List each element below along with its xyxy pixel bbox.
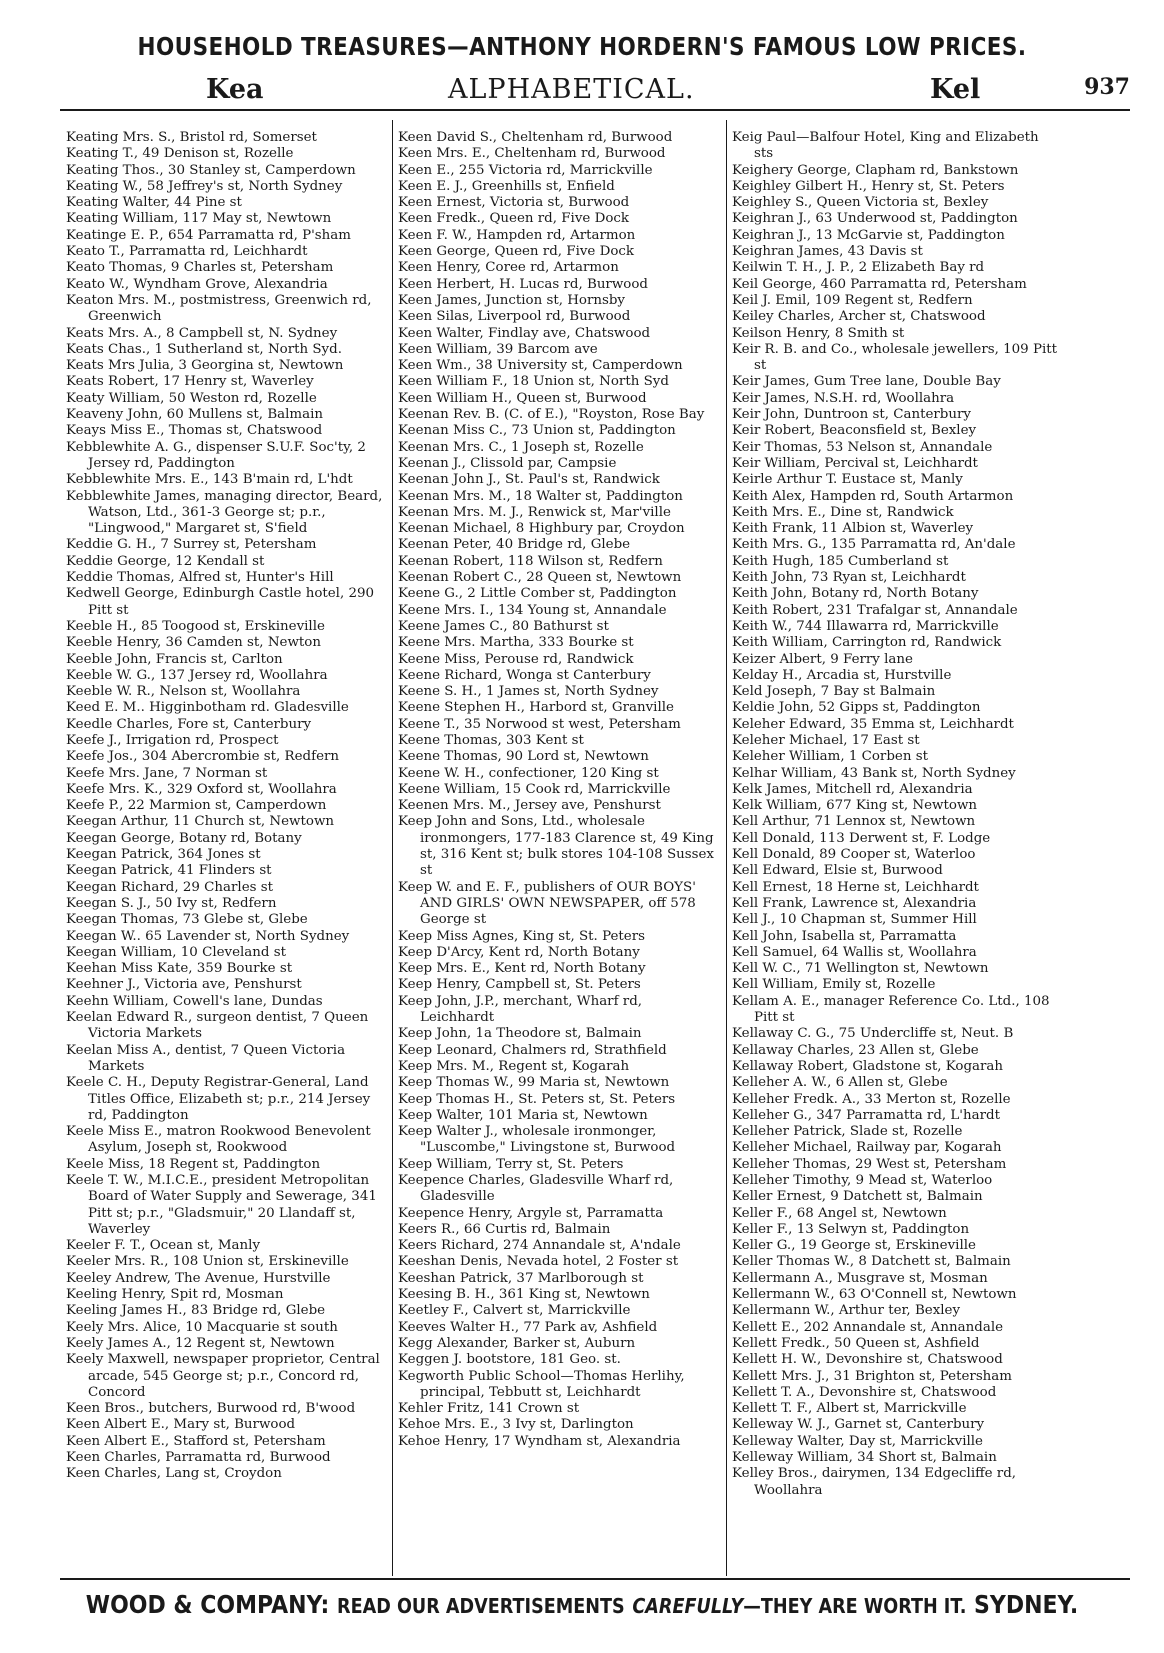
directory-entry: Kell William, Emily st, Rozelle bbox=[732, 977, 936, 993]
directory-entry: Kell W. C., 71 Wellington st, Newtown bbox=[732, 961, 989, 977]
directory-entry: Kelk James, Mitchell rd, Alexandria bbox=[732, 781, 973, 797]
directory-entry: Keep John, J.P., merchant, Wharf rd, Leichhardt bbox=[398, 993, 643, 1026]
directory-entry: Keegan Patrick, 41 Flinders st bbox=[66, 863, 272, 879]
directory-entry: Keir William, Percival st, Leichhardt bbox=[732, 455, 978, 471]
directory-entry: Keith John, 73 Ryan st, Leichhardt bbox=[732, 570, 966, 586]
directory-entry: Keddie Thomas, Alfred st, Hunter's Hill bbox=[66, 570, 334, 586]
directory-entry: Keenan Mrs. M., 18 Walter st, Paddington bbox=[398, 488, 683, 504]
directory-entry: Keegan William, 10 Cleveland st bbox=[66, 944, 286, 960]
directory-entry: Kelk William, 677 King st, Newtown bbox=[732, 798, 978, 814]
banner-company: WOOD & COMPANY: bbox=[85, 1590, 330, 1619]
directory-entry: Keele Miss E., matron Rookwood Benevolent Asylum, Joseph st, Rookwood bbox=[66, 1124, 371, 1156]
directory-entry: Keen William H., Queen st, Burwood bbox=[398, 390, 647, 406]
directory-entry: Keegan Patrick, 364 Jones st bbox=[66, 847, 261, 863]
directory-entry: Keeley Andrew, The Avenue, Hurstville bbox=[66, 1270, 331, 1286]
directory-entry: Keefe Jos., 304 Abercrombie st, Redfern bbox=[66, 749, 340, 765]
directory-entry: Keating Mrs. S., Bristol rd, Somerset bbox=[66, 130, 317, 145]
directory-entry: Keen Silas, Liverpool rd, Burwood bbox=[398, 309, 631, 325]
directory-entry: Keegan Richard, 29 Charles st bbox=[66, 879, 274, 895]
directory-entry: Keely James A., 12 Regent st, Newtown bbox=[66, 1335, 335, 1351]
header-rule bbox=[60, 109, 1130, 111]
directory-entry: Kellett T. F., Albert st, Marrickville bbox=[732, 1401, 967, 1417]
header-right-guide-word: Kel bbox=[930, 74, 981, 105]
directory-entry: Keers R., 66 Curtis rd, Balmain bbox=[398, 1221, 611, 1237]
directory-entry: Keir Thomas, 53 Nelson st, Annandale bbox=[732, 439, 993, 455]
directory-entry: Kellett T. A., Devonshire st, Chatswood bbox=[732, 1384, 997, 1400]
banner-text-emphasis: CAREFULLY bbox=[632, 1594, 744, 1618]
directory-entry: Kelleher Thomas, 29 West st, Petersham bbox=[732, 1156, 1007, 1172]
directory-entry: Keen Herbert, H. Lucas rd, Burwood bbox=[398, 276, 648, 292]
directory-entry: Keele T. W., M.I.C.E., president Metropolitan Board of Water Supply and Sewerage, 341 Pitt st; p.r., "Gladsmuir," 20 Llandaff st, Waverley bbox=[66, 1173, 377, 1237]
directory-entry: Keith Mrs. E., Dine st, Randwick bbox=[732, 504, 954, 520]
directory-entry: Keenan Rev. B. (C. of E.), "Royston, Rose Bay bbox=[398, 407, 705, 423]
directory-entry: Keizer Albert, 9 Ferry lane bbox=[732, 651, 913, 667]
directory-entry: Kell Donald, 113 Derwent st, F. Lodge bbox=[732, 830, 991, 846]
directory-entry: Keers Richard, 274 Annandale st, A'ndale bbox=[398, 1238, 681, 1254]
directory-entry: Keeble John, Francis st, Carlton bbox=[66, 651, 283, 667]
directory-entry: Keenan Peter, 40 Bridge rd, Glebe bbox=[398, 537, 631, 553]
directory-entry: Keen Albert E., Mary st, Burwood bbox=[66, 1417, 296, 1433]
directory-entry: Keene Richard, Wonga st Canterbury bbox=[398, 667, 651, 683]
directory-entry: Kelleher Timothy, 9 Mead st, Waterloo bbox=[732, 1173, 993, 1188]
directory-entry: Keegan George, Botany rd, Botany bbox=[66, 830, 302, 846]
directory-entry: Keen George, Queen rd, Five Dock bbox=[398, 244, 635, 260]
directory-entry: Keir John, Duntroon st, Canterbury bbox=[732, 407, 971, 423]
directory-entry: Keenen Mrs. M., Jersey ave, Penshurst bbox=[398, 798, 661, 814]
directory-entry: Keen Fredk., Queen rd, Five Dock bbox=[398, 211, 629, 227]
directory-entry: Keely Maxwell, newspaper proprietor, Central arcade, 545 George st; p.r., Concord rd, Concord bbox=[66, 1352, 380, 1400]
directory-entry: Kellermann W., Arthur ter, Bexley bbox=[732, 1303, 961, 1319]
directory-entry: Keenan J., Clissold par, Campsie bbox=[398, 455, 617, 471]
directory-entry: Keir R. B. and Co., wholesale jewellers, 109 Pitt st bbox=[732, 341, 1058, 374]
directory-entry: Keen Henry, Coree rd, Artarmon bbox=[398, 260, 619, 276]
directory-entry: Keep John and Sons, Ltd., wholesale ironmongers, 177-183 Clarence st, 49 King st, 316 Kent st; bulk stores 104-108 Sussex st bbox=[398, 814, 714, 879]
directory-entry: Keith William, Carrington rd, Randwick bbox=[732, 635, 1002, 651]
directory-entry: Keefe J., Irrigation rd, Prospect bbox=[66, 732, 279, 748]
directory-entry: Keelan Edward R., surgeon dentist, 7 Queen Victoria Markets bbox=[66, 1010, 369, 1042]
directory-entry: Kellam A. E., manager Reference Co. Ltd., 108 Pitt st bbox=[732, 993, 1050, 1026]
directory-entry: Keldie John, 52 Gipps st, Paddington bbox=[732, 700, 981, 716]
directory-entry: Keays Miss E., Thomas st, Chatswood bbox=[66, 423, 323, 439]
directory-entry: Kedwell George, Edinburgh Castle hotel, 290 Pitt st bbox=[66, 586, 375, 618]
directory-entry: Keiley Charles, Archer st, Chatswood bbox=[732, 309, 986, 325]
directory-entry: Kelleher G., 347 Parramatta rd, L'hardt bbox=[732, 1107, 1000, 1123]
directory-entry: Keele Miss, 18 Regent st, Paddington bbox=[66, 1156, 321, 1172]
directory-entry: Keighran J., 63 Underwood st, Paddington bbox=[732, 211, 1018, 227]
directory-entry: Keeling Henry, Spit rd, Mosman bbox=[66, 1287, 284, 1303]
directory-entry: Keil George, 460 Parramatta rd, Petersham bbox=[732, 276, 1027, 292]
directory-entry: Keig Paul—Balfour Hotel, King and Elizabeth sts bbox=[732, 130, 1039, 162]
directory-entry: Kellett Fredk., 50 Queen st, Ashfield bbox=[732, 1335, 980, 1351]
directory-entry: Keighley S., Queen Victoria st, Bexley bbox=[732, 195, 989, 211]
directory-entry: Kellett H. W., Devonshire st, Chatswood bbox=[732, 1352, 1003, 1368]
directory-entry: Keleher Edward, 35 Emma st, Leichhardt bbox=[732, 716, 1014, 732]
directory-entry: Keep Mrs. M., Regent st, Kogarah bbox=[398, 1058, 630, 1074]
directory-entry: Keene William, 15 Cook rd, Marrickville bbox=[398, 781, 671, 797]
directory-entry: Keir James, N.S.H. rd, Woollahra bbox=[732, 390, 955, 406]
directory-entry: Keller Thomas W., 8 Datchett st, Balmain bbox=[732, 1254, 1011, 1270]
directory-entry: Kelleher A. W., 6 Allen st, Glebe bbox=[732, 1075, 948, 1091]
directory-entry: Keen William F., 18 Union st, North Syd bbox=[398, 374, 669, 390]
banner-text-2: —THEY ARE WORTH IT. bbox=[743, 1594, 967, 1618]
directory-entry: Keedle Charles, Fore st, Canterbury bbox=[66, 716, 312, 732]
directory-entry: Keighery George, Clapham rd, Bankstown bbox=[732, 162, 1019, 178]
top-advertising-banner: HOUSEHOLD TREASURES—ANTHONY HORDERN'S FAMOUS LOW PRICES. bbox=[137, 32, 1027, 61]
directory-entry: Kelhar William, 43 Bank st, North Sydney bbox=[732, 765, 1016, 781]
directory-entry: Keir James, Gum Tree lane, Double Bay bbox=[732, 374, 1001, 390]
directory-entry: Keen James, Junction st, Hornsby bbox=[398, 292, 625, 308]
directory-entry: Keld Joseph, 7 Bay st Balmain bbox=[732, 684, 936, 700]
directory-entry: Keefe Mrs. K., 329 Oxford st, Woollahra bbox=[66, 781, 337, 797]
directory-entry: Keen F. W., Hampden rd, Artarmon bbox=[398, 227, 636, 243]
directory-entry: Kelleher Fredk. A., 33 Merton st, Rozelle bbox=[732, 1091, 1011, 1107]
directory-entry: Kell J., 10 Chapman st, Summer Hill bbox=[732, 912, 977, 928]
directory-entry: Keato Thomas, 9 Charles st, Petersham bbox=[66, 260, 334, 276]
directory-entry: Keeshan Denis, Nevada hotel, 2 Foster st bbox=[398, 1254, 679, 1270]
directory-entry: Keegan S. J., 50 Ivy st, Redfern bbox=[66, 895, 277, 911]
column-divider-2 bbox=[726, 120, 727, 1576]
directory-entry: Kellermann W., 63 O'Connell st, Newtown bbox=[732, 1287, 1017, 1303]
directory-entry: Kellett E., 202 Annandale st, Annandale bbox=[732, 1319, 1004, 1335]
directory-entry: Keetley F., Calvert st, Marrickville bbox=[398, 1303, 631, 1319]
directory-entry: Keeling James H., 83 Bridge rd, Glebe bbox=[66, 1303, 326, 1319]
directory-entry: Keller Ernest, 9 Datchett st, Balmain bbox=[732, 1189, 983, 1205]
directory-entry: Keep Henry, Campbell st, St. Peters bbox=[398, 977, 641, 993]
directory-entry: Kebblewhite Mrs. E., 143 B'main rd, L'hdt bbox=[66, 472, 353, 488]
directory-entry: Keely Mrs. Alice, 10 Macquarie st south bbox=[66, 1319, 338, 1335]
directory-entry: Keilson Henry, 8 Smith st bbox=[732, 325, 905, 341]
directory-entry: Keating W., 58 Jeffrey's st, North Sydney bbox=[66, 178, 343, 194]
directory-entry: Keleher Michael, 17 East st bbox=[732, 732, 920, 748]
directory-entry: Kebblewhite James, managing director, Beard, Watson, Ltd., 361-3 George st; p.r., "Lingwood," Margaret st, S'field bbox=[66, 488, 383, 537]
directory-entry: Kehler Fritz, 141 Crown st bbox=[398, 1401, 580, 1417]
directory-entry: Kegworth Public School—Thomas Herlihy, principal, Tebbutt st, Leichhardt bbox=[398, 1368, 685, 1400]
directory-entry: Keil J. Emil, 109 Regent st, Redfern bbox=[732, 292, 973, 308]
directory-entry: Keatinge E. P., 654 Parramatta rd, P'sham bbox=[66, 227, 351, 243]
directory-entry: Keefe P., 22 Marmion st, Camperdown bbox=[66, 798, 327, 814]
directory-entry: Kehoe Henry, 17 Wyndham st, Alexandria bbox=[398, 1433, 681, 1449]
directory-entry: Keegan Thomas, 73 Glebe st, Glebe bbox=[66, 912, 308, 928]
directory-entry: Keir Robert, Beaconsfield st, Bexley bbox=[732, 423, 977, 439]
directory-entry: Kelleher Michael, Railway par, Kogarah bbox=[732, 1140, 1002, 1156]
directory-entry: Keith W., 744 Illawarra rd, Marrickville bbox=[732, 618, 999, 634]
directory-entry: Keep Thomas W., 99 Maria st, Newtown bbox=[398, 1075, 670, 1091]
directory-entry: Keehan Miss Kate, 359 Bourke st bbox=[66, 961, 293, 977]
directory-entry: Kelleway Walter, Day st, Marrickville bbox=[732, 1433, 983, 1449]
directory-entry: Keenan Robert C., 28 Queen st, Newtown bbox=[398, 570, 682, 586]
directory-entry: Keep Leonard, Chalmers rd, Strathfield bbox=[398, 1042, 667, 1058]
directory-entry: Keeshan Patrick, 37 Marlborough st bbox=[398, 1270, 644, 1286]
directory-entry: Keed E. M.. Higginbotham rd. Gladesville bbox=[66, 700, 349, 716]
directory-entry: Keeble W. G., 137 Jersey rd, Woollahra bbox=[66, 667, 328, 683]
directory-entry: Keller F., 68 Angel st, Newtown bbox=[732, 1205, 947, 1221]
directory-entry: Keeler Mrs. R., 108 Union st, Erskineville bbox=[66, 1254, 349, 1270]
directory-entry: Keith John, Botany rd, North Botany bbox=[732, 586, 979, 602]
directory-entry: Keene Mrs. Martha, 333 Bourke st bbox=[398, 635, 634, 651]
bottom-advertising-banner bbox=[70, 1590, 1094, 1619]
directory-column-2 bbox=[398, 130, 720, 1450]
directory-entry: Keats Chas., 1 Sutherland st, North Syd. bbox=[66, 341, 342, 357]
footer-rule bbox=[60, 1578, 1130, 1580]
directory-entry: Kebblewhite A. G., dispenser S.U.F. Soc'ty, 2 Jersey rd, Paddington bbox=[66, 439, 366, 471]
directory-entry: Keller G., 19 George st, Erskineville bbox=[732, 1238, 976, 1254]
directory-entry: Keaty William, 50 Weston rd, Rozelle bbox=[66, 390, 317, 406]
directory-entry: Keen E., 255 Victoria rd, Marrickville bbox=[398, 162, 653, 178]
directory-entry: Keenan Robert, 118 Wilson st, Redfern bbox=[398, 553, 663, 569]
directory-entry: Kelleway W. J., Garnet st, Canterbury bbox=[732, 1417, 985, 1433]
directory-entry: Keating Walter, 44 Pine st bbox=[66, 195, 242, 211]
directory-entry: Kellaway Charles, 23 Allen st, Glebe bbox=[732, 1042, 979, 1058]
directory-entry: Keep D'Arcy, Kent rd, North Botany bbox=[398, 944, 640, 960]
directory-entry: Keen Ernest, Victoria st, Burwood bbox=[398, 195, 630, 211]
page-header bbox=[60, 74, 1130, 108]
directory-entry: Keep W. and E. F., publishers of OUR BOYS' AND GIRLS' OWN NEWSPAPER, off 578 George st bbox=[398, 879, 696, 928]
directory-entry: Keene Thomas, 90 Lord st, Newtown bbox=[398, 749, 649, 765]
directory-entry: Keep Walter, 101 Maria st, Newtown bbox=[398, 1107, 648, 1123]
directory-entry: Keller F., 13 Selwyn st, Paddington bbox=[732, 1221, 970, 1237]
directory-entry: Keith Robert, 231 Trafalgar st, Annandale bbox=[732, 602, 1018, 618]
directory-entry: Keighley Gilbert H., Henry st, St. Peters bbox=[732, 178, 1005, 194]
directory-entry: Kell Frank, Lawrence st, Alexandria bbox=[732, 895, 977, 911]
directory-entry: Keeves Walter H., 77 Park av, Ashfield bbox=[398, 1319, 658, 1335]
directory-entry: Kell John, Isabella st, Parramatta bbox=[732, 928, 957, 944]
directory-entry: Keesing B. H., 361 King st, Newtown bbox=[398, 1287, 650, 1303]
directory-entry: Keenan John J., St. Paul's st, Randwick bbox=[398, 472, 660, 488]
header-section-title: ALPHABETICAL. bbox=[448, 74, 695, 105]
directory-entry: Keats Robert, 17 Henry st, Waverley bbox=[66, 374, 314, 390]
directory-entry: Keggen J. bootstore, 181 Geo. st. bbox=[398, 1352, 621, 1368]
directory-entry: Kell Donald, 89 Cooper st, Waterloo bbox=[732, 847, 976, 863]
directory-entry: Kelleher Patrick, Slade st, Rozelle bbox=[732, 1124, 963, 1140]
directory-entry: Keenan Mrs. C., 1 Joseph st, Rozelle bbox=[398, 439, 644, 455]
directory-entry: Kellett Mrs. J., 31 Brighton st, Petersham bbox=[732, 1368, 1012, 1384]
directory-entry: Keato T., Parramatta rd, Leichhardt bbox=[66, 244, 308, 260]
directory-entry: Kelleway William, 34 Short st, Balmain bbox=[732, 1450, 997, 1466]
directory-entry: Keenan Miss C., 73 Union st, Paddington bbox=[398, 423, 676, 439]
directory-entry: Keepence Henry, Argyle st, Parramatta bbox=[398, 1205, 664, 1221]
directory-entry: Keato W., Wyndham Grove, Alexandria bbox=[66, 276, 328, 292]
directory-entry: Keeble H., 85 Toogood st, Erskineville bbox=[66, 618, 325, 634]
directory-entry: Keen Walter, Findlay ave, Chatswood bbox=[398, 325, 651, 341]
directory-entry: Keith Frank, 11 Albion st, Waverley bbox=[732, 521, 974, 537]
directory-entry: Keating Thos., 30 Stanley st, Camperdown bbox=[66, 162, 356, 178]
directory-entry: Keenan Michael, 8 Highbury par, Croydon bbox=[398, 521, 685, 537]
directory-entry: Keen E. J., Greenhills st, Enfield bbox=[398, 178, 615, 194]
directory-entry: Keep Thomas H., St. Peters st, St. Peters bbox=[398, 1091, 676, 1107]
directory-entry: Kellaway Robert, Gladstone st, Kogarah bbox=[732, 1058, 1004, 1074]
directory-entry: Keene T., 35 Norwood st west, Petersham bbox=[398, 716, 681, 732]
directory-entry: Keene Thomas, 303 Kent st bbox=[398, 732, 584, 748]
directory-entry: Keating William, 117 May st, Newtown bbox=[66, 211, 332, 227]
directory-entry: Keene Mrs. I., 134 Young st, Annandale bbox=[398, 602, 667, 618]
directory-entry: Kegg Alexander, Barker st, Auburn bbox=[398, 1335, 636, 1351]
directory-entry: Kelley Bros., dairymen, 134 Edgecliffe rd, Woollahra bbox=[732, 1466, 1017, 1498]
directory-entry: Keddie G. H., 7 Surrey st, Petersham bbox=[66, 537, 317, 553]
directory-entry: Keen Wm., 38 University st, Camperdown bbox=[398, 358, 683, 374]
directory-entry: Keleher William, 1 Corben st bbox=[732, 749, 928, 765]
directory-entry: Keen Charles, Lang st, Croydon bbox=[66, 1466, 282, 1482]
directory-entry: Keegan Arthur, 11 Church st, Newtown bbox=[66, 814, 335, 830]
banner-city: SYDNEY. bbox=[974, 1590, 1079, 1619]
directory-entry: Keehn William, Cowell's lane, Dundas bbox=[66, 993, 323, 1009]
page-number: 937 bbox=[1084, 74, 1130, 100]
directory-entry: Keehner J., Victoria ave, Penshurst bbox=[66, 977, 302, 993]
directory-entry: Keen David S., Cheltenham rd, Burwood bbox=[398, 130, 673, 145]
directory-entry: Keelan Miss A., dentist, 7 Queen Victoria Markets bbox=[66, 1042, 346, 1074]
directory-entry: Kelday H., Arcadia st, Hurstville bbox=[732, 667, 952, 683]
directory-column-3 bbox=[732, 130, 1058, 1499]
directory-entry: Keep Mrs. E., Kent rd, North Botany bbox=[398, 961, 646, 977]
directory-entry: Keen Mrs. E., Cheltenham rd, Burwood bbox=[398, 146, 666, 162]
directory-entry: Keen Bros., butchers, Burwood rd, B'wood bbox=[66, 1401, 356, 1417]
directory-entry: Keene Miss, Perouse rd, Randwick bbox=[398, 651, 634, 667]
directory-entry: Keith Hugh, 185 Cumberland st bbox=[732, 553, 949, 569]
directory-entry: Keen Albert E., Stafford st, Petersham bbox=[66, 1433, 326, 1449]
directory-entry: Keith Mrs. G., 135 Parramatta rd, An'dale bbox=[732, 537, 1016, 553]
directory-column-1 bbox=[66, 130, 392, 1483]
directory-entry: Keene W. H., confectioner, 120 King st bbox=[398, 765, 659, 781]
directory-entry: Keaton Mrs. M., postmistress, Greenwich rd, Greenwich bbox=[66, 292, 372, 325]
directory-entry: Keepence Charles, Gladesville Wharf rd, Gladesville bbox=[398, 1173, 674, 1205]
directory-entry: Keaveny John, 60 Mullens st, Balmain bbox=[66, 407, 324, 423]
directory-entry: Keene James C., 80 Bathurst st bbox=[398, 618, 609, 634]
directory-entry: Keighran J., 13 McGarvie st, Paddington bbox=[732, 227, 1005, 243]
directory-entry: Keighran James, 43 Davis st bbox=[732, 244, 923, 260]
directory-entry: Keep John, 1a Theodore st, Balmain bbox=[398, 1026, 642, 1042]
directory-entry: Keegan W.. 65 Lavender st, North Sydney bbox=[66, 928, 350, 944]
directory-entry: Keene G., 2 Little Comber st, Paddington bbox=[398, 586, 677, 602]
directory-entry: Keen William, 39 Barcom ave bbox=[398, 341, 598, 357]
directory-entry: Keirle Arthur T. Eustace st, Manly bbox=[732, 472, 963, 488]
directory-entry: Keeble Henry, 36 Camden st, Newton bbox=[66, 635, 321, 651]
header-left-guide-word: Kea bbox=[206, 74, 264, 105]
directory-entry: Keen Charles, Parramatta rd, Burwood bbox=[66, 1450, 331, 1466]
directory-entry: Keep William, Terry st, St. Peters bbox=[398, 1156, 624, 1172]
directory-entry: Keeble W. R., Nelson st, Woollahra bbox=[66, 684, 301, 700]
banner-text-1: READ OUR ADVERTISEMENTS bbox=[337, 1594, 625, 1618]
directory-entry: Keenan Mrs. M. J., Renwick st, Mar'ville bbox=[398, 504, 671, 520]
directory-entry: Keeler F. T., Ocean st, Manly bbox=[66, 1238, 261, 1254]
directory-entry: Kell Ernest, 18 Herne st, Leichhardt bbox=[732, 879, 979, 895]
directory-entry: Keene S. H., 1 James st, North Sydney bbox=[398, 684, 659, 700]
directory-entry: Keddie George, 12 Kendall st bbox=[66, 553, 265, 569]
directory-entry: Keep Miss Agnes, King st, St. Peters bbox=[398, 928, 645, 944]
directory-entry: Keats Mrs. A., 8 Campbell st, N. Sydney bbox=[66, 325, 338, 341]
directory-entry: Keith Alex, Hampden rd, South Artarmon bbox=[732, 488, 1014, 504]
directory-entry: Keefe Mrs. Jane, 7 Norman st bbox=[66, 765, 268, 781]
column-divider-1 bbox=[392, 120, 393, 1576]
directory-entry: Kell Arthur, 71 Lennox st, Newtown bbox=[732, 814, 976, 830]
directory-entry: Keene Stephen H., Harbord st, Granville bbox=[398, 700, 674, 716]
directory-entry: Kellermann A., Musgrave st, Mosman bbox=[732, 1270, 988, 1286]
directory-entry: Kellaway C. G., 75 Undercliffe st, Neut. B bbox=[732, 1026, 1014, 1042]
directory-entry: Kell Edward, Elsie st, Burwood bbox=[732, 863, 943, 879]
directory-entry: Keele C. H., Deputy Registrar-General, Land Titles Office, Elizabeth st; p.r., 214 Jersey rd, Paddington bbox=[66, 1075, 371, 1123]
directory-entry: Keats Mrs Julia, 3 Georgina st, Newtown bbox=[66, 358, 344, 374]
directory-entry: Kell Samuel, 64 Wallis st, Woollahra bbox=[732, 944, 977, 960]
directory-entry: Keep Walter J., wholesale ironmonger, "Luscombe," Livingstone st, Burwood bbox=[398, 1124, 676, 1156]
directory-entry: Kehoe Mrs. E., 3 Ivy st, Darlington bbox=[398, 1417, 634, 1433]
directory-entry: Keating T., 49 Denison st, Rozelle bbox=[66, 146, 294, 162]
directory-entry: Keilwin T. H., J. P., 2 Elizabeth Bay rd bbox=[732, 260, 985, 276]
